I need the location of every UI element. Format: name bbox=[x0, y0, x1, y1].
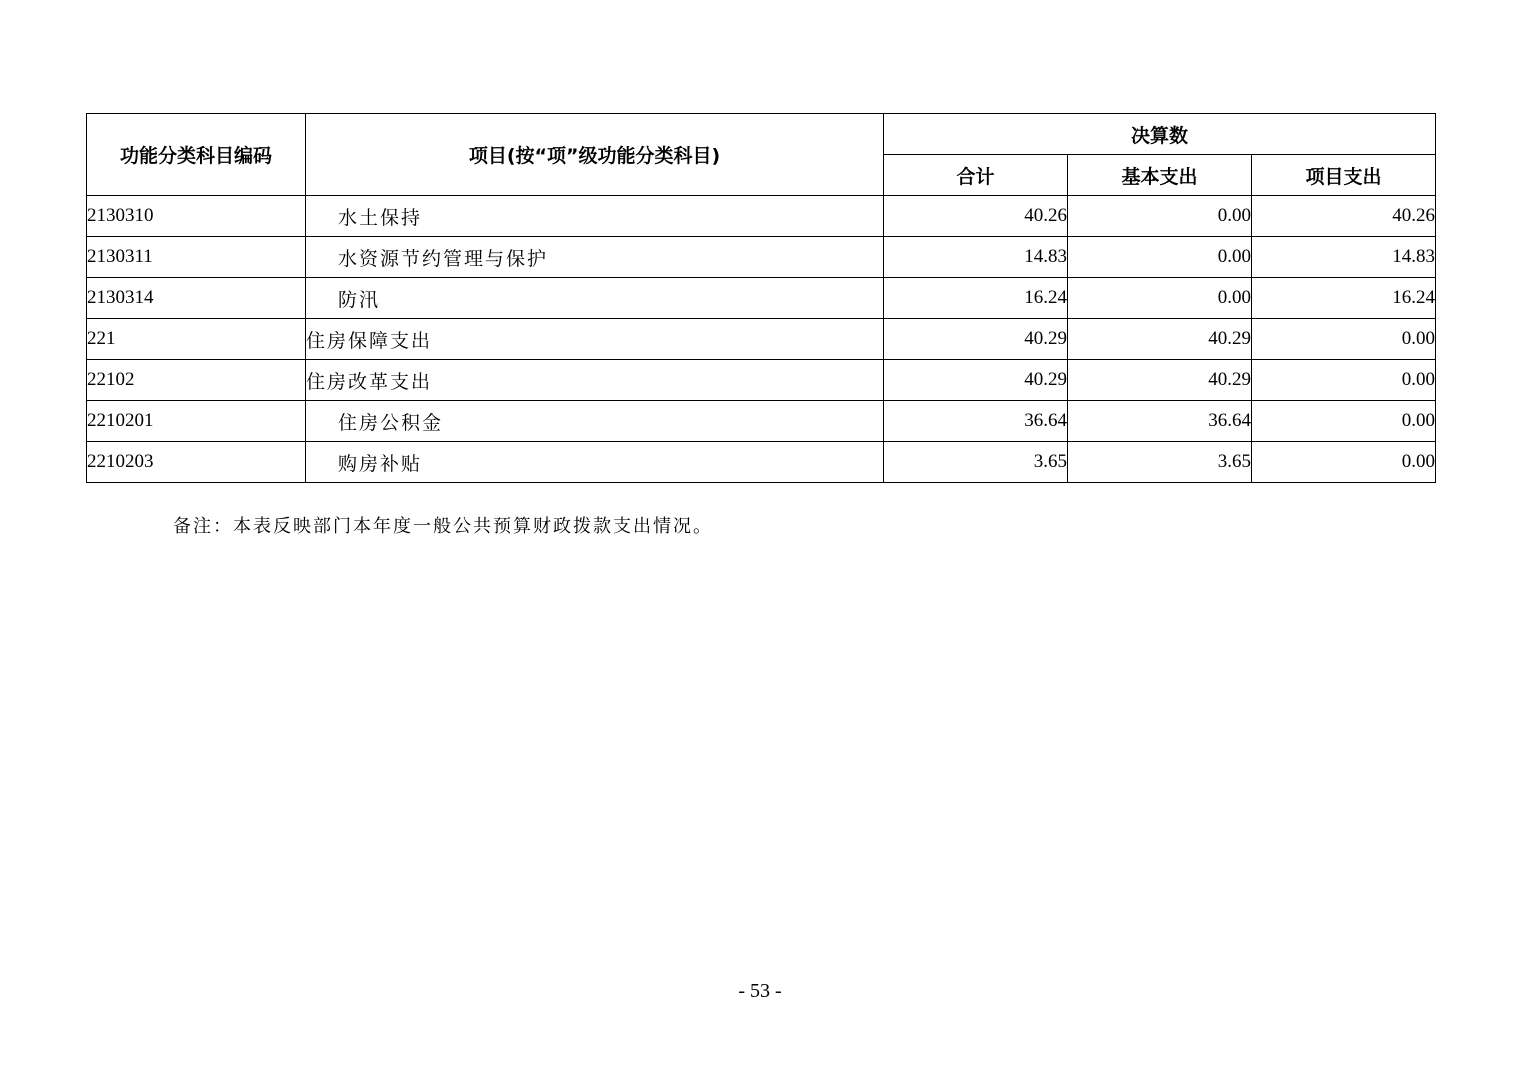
cell-name: 水资源节约管理与保护 bbox=[306, 237, 884, 278]
budget-table bbox=[86, 113, 1436, 483]
cell-project: 16.24 bbox=[1252, 278, 1436, 319]
cell-name: 水土保持 bbox=[306, 196, 884, 237]
cell-project: 0.00 bbox=[1252, 319, 1436, 360]
table-row bbox=[87, 401, 1436, 442]
cell-code: 221 bbox=[87, 319, 306, 360]
cell-project: 14.83 bbox=[1252, 237, 1436, 278]
cell-total: 40.26 bbox=[884, 196, 1068, 237]
cell-project: 0.00 bbox=[1252, 442, 1436, 483]
table-row bbox=[87, 196, 1436, 237]
cell-basic: 0.00 bbox=[1068, 237, 1252, 278]
cell-code: 2210201 bbox=[87, 401, 306, 442]
table-row bbox=[87, 442, 1436, 483]
cell-code: 2210203 bbox=[87, 442, 306, 483]
header-project: 项目支出 bbox=[1252, 155, 1436, 196]
table-note: 备注：本表反映部门本年度一般公共预算财政拨款支出情况。 bbox=[173, 516, 713, 537]
cell-name: 住房公积金 bbox=[306, 401, 884, 442]
table-row bbox=[87, 360, 1436, 401]
cell-total: 16.24 bbox=[884, 278, 1068, 319]
cell-total: 14.83 bbox=[884, 237, 1068, 278]
header-code: 功能分类科目编码 bbox=[87, 114, 306, 196]
cell-basic: 36.64 bbox=[1068, 401, 1252, 442]
header-group: 决算数 bbox=[884, 114, 1436, 155]
header-total: 合计 bbox=[884, 155, 1068, 196]
cell-code: 2130310 bbox=[87, 196, 306, 237]
cell-total: 40.29 bbox=[884, 360, 1068, 401]
cell-code: 2130314 bbox=[87, 278, 306, 319]
cell-total: 40.29 bbox=[884, 319, 1068, 360]
cell-project: 0.00 bbox=[1252, 360, 1436, 401]
table-header bbox=[87, 114, 1436, 196]
header-name: 项目(按“项”级功能分类科目) bbox=[306, 114, 884, 196]
cell-project: 0.00 bbox=[1252, 401, 1436, 442]
cell-code: 2130311 bbox=[87, 237, 306, 278]
cell-name: 住房改革支出 bbox=[306, 360, 884, 401]
cell-code: 22102 bbox=[87, 360, 306, 401]
cell-total: 36.64 bbox=[884, 401, 1068, 442]
cell-basic: 3.65 bbox=[1068, 442, 1252, 483]
cell-total: 3.65 bbox=[884, 442, 1068, 483]
cell-name: 防汛 bbox=[306, 278, 884, 319]
cell-project: 40.26 bbox=[1252, 196, 1436, 237]
cell-name: 住房保障支出 bbox=[306, 319, 884, 360]
table-row bbox=[87, 278, 1436, 319]
table-row bbox=[87, 237, 1436, 278]
header-basic: 基本支出 bbox=[1068, 155, 1252, 196]
cell-basic: 0.00 bbox=[1068, 278, 1252, 319]
cell-basic: 0.00 bbox=[1068, 196, 1252, 237]
cell-name: 购房补贴 bbox=[306, 442, 884, 483]
table-body bbox=[87, 196, 1436, 483]
cell-basic: 40.29 bbox=[1068, 360, 1252, 401]
page-number: - 53 - bbox=[738, 980, 782, 1002]
cell-basic: 40.29 bbox=[1068, 319, 1252, 360]
table-row bbox=[87, 319, 1436, 360]
